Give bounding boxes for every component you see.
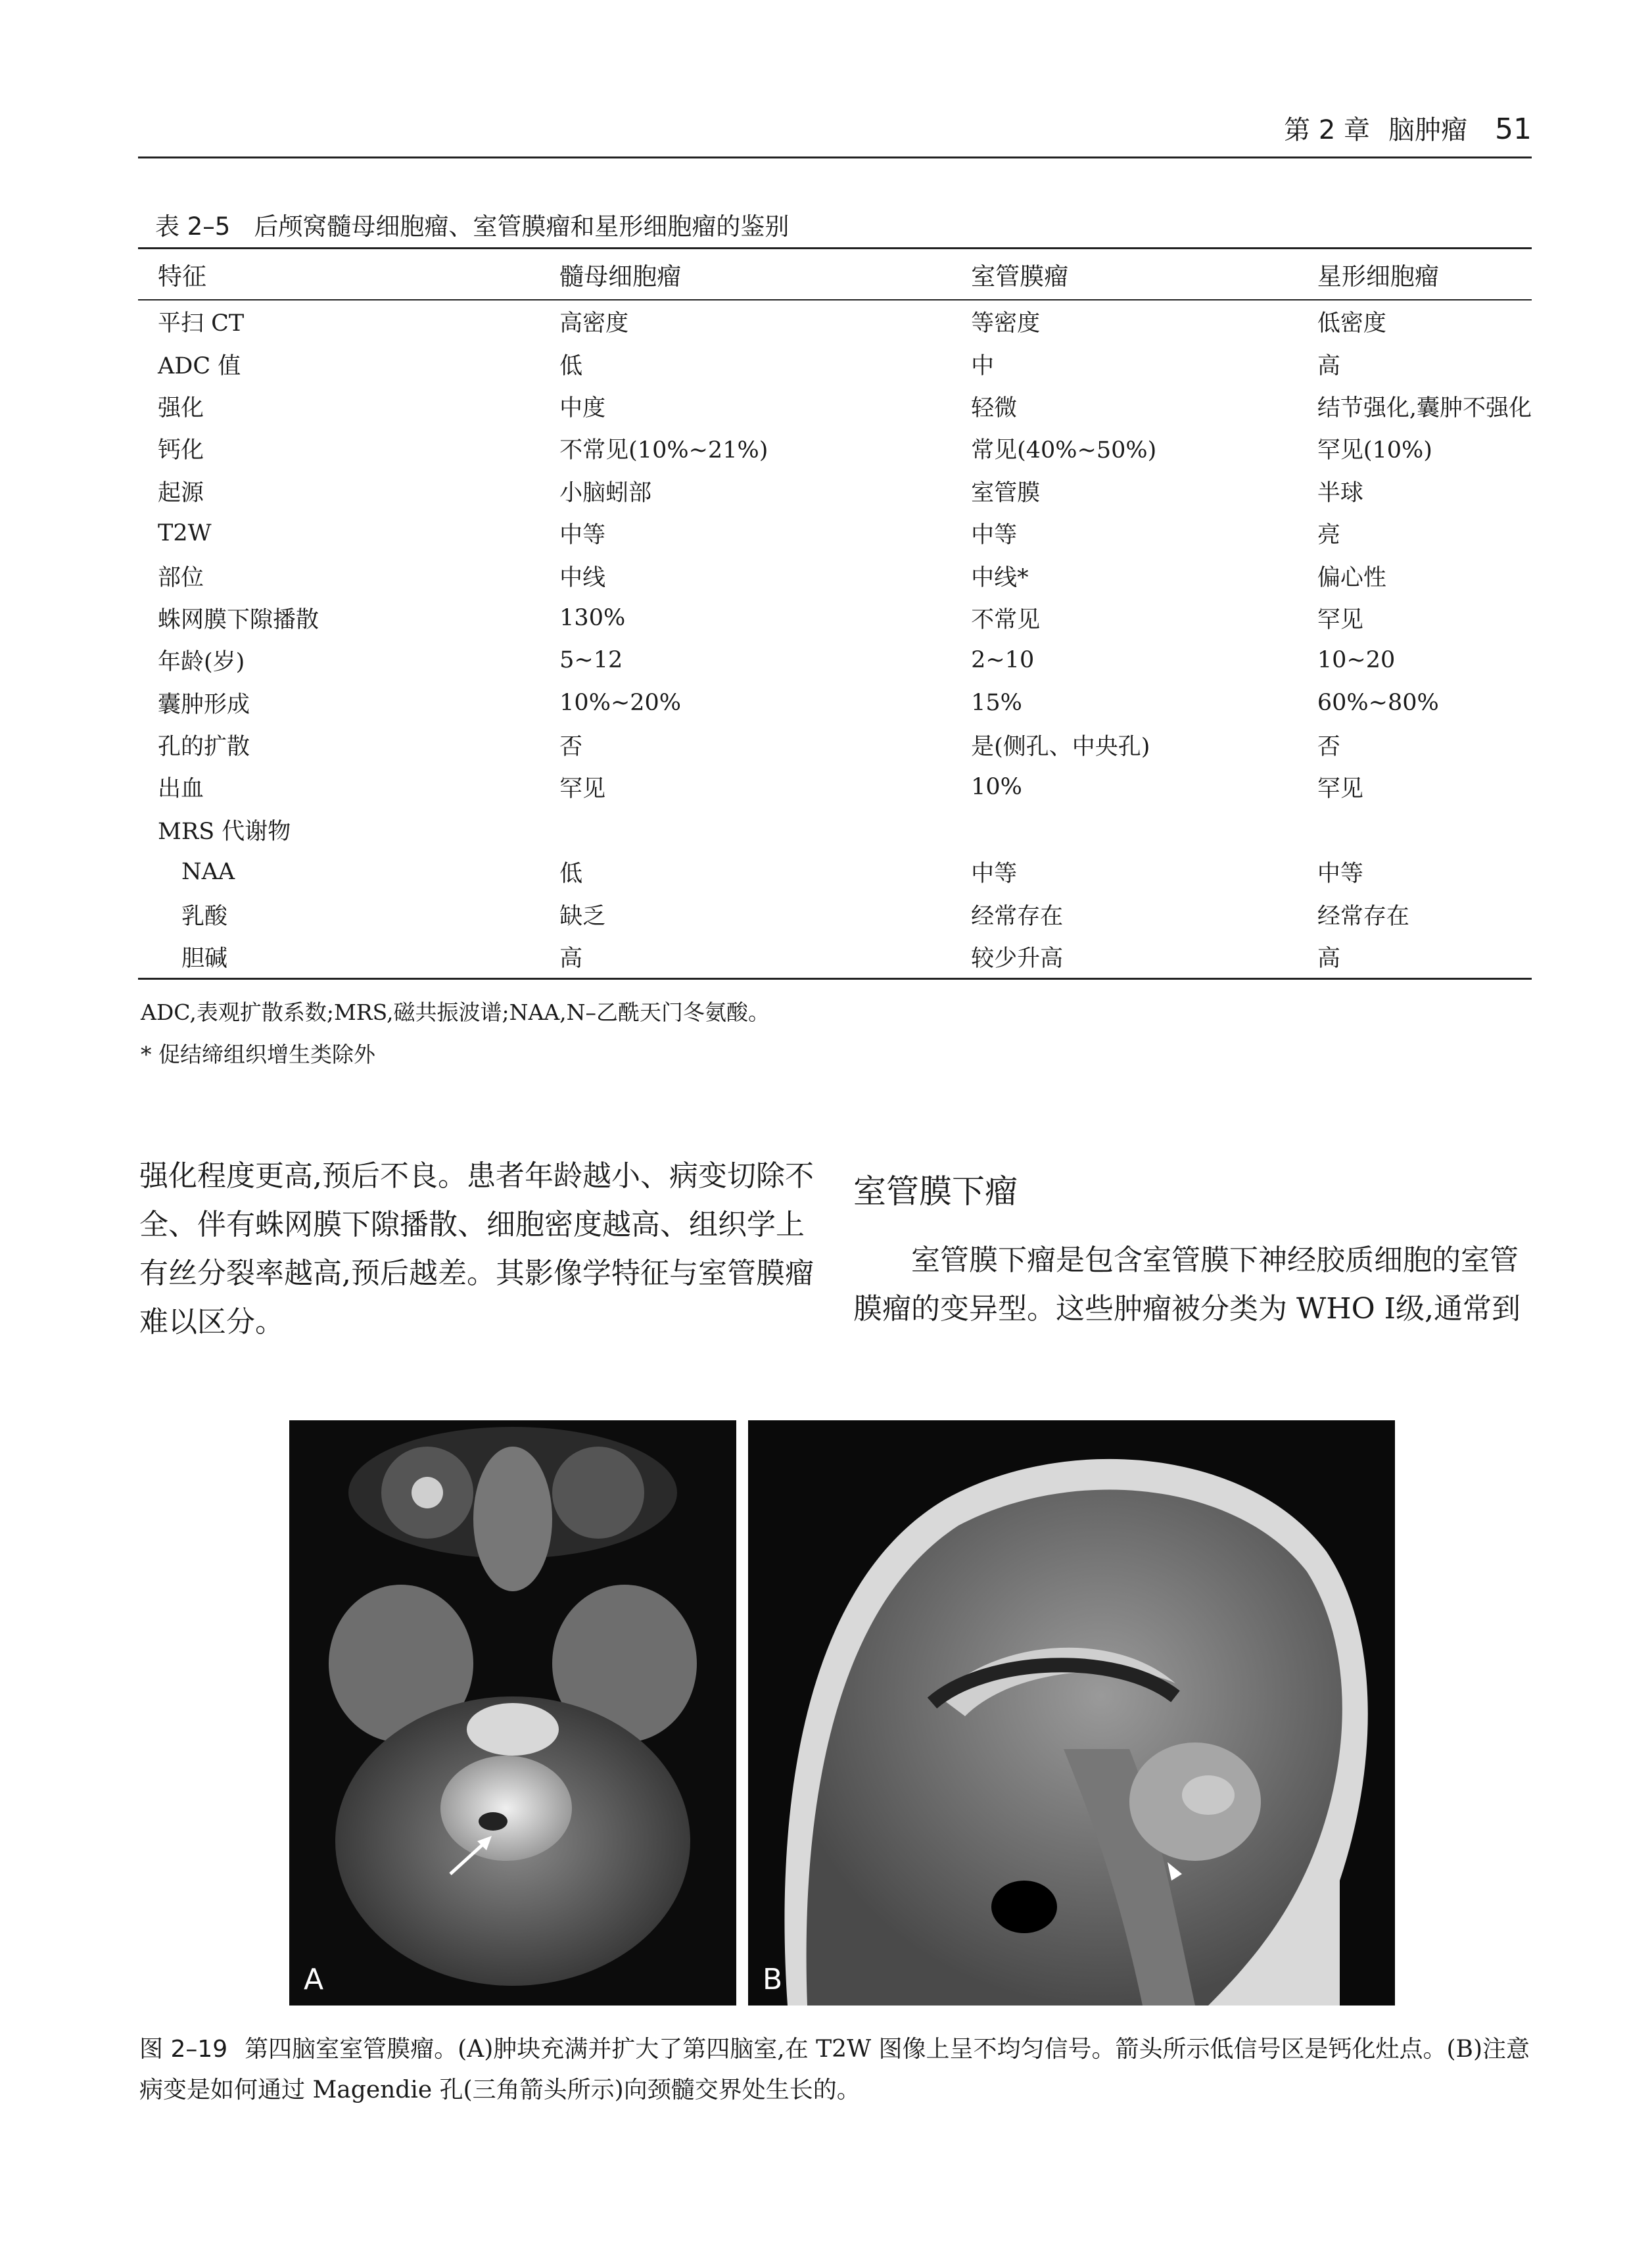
table-row: [138, 766, 1532, 808]
figure-number: 图 2–19: [139, 2036, 228, 2063]
table-cell: ADC 值: [158, 352, 241, 379]
table-cell: 低: [559, 352, 583, 379]
table-cell: 小脑蚓部: [559, 479, 652, 506]
column-header: 髓母细胞瘤: [559, 262, 682, 291]
table-title: 后颅窝髓母细胞瘤、室管膜瘤和星形细胞瘤的鉴别: [254, 212, 790, 241]
running-header: [138, 109, 1532, 158]
table-header-row: [138, 249, 1532, 300]
table-cell: 不常见: [971, 606, 1041, 633]
table-cell: 中等: [1317, 861, 1363, 888]
table-cell: 罕见(10%): [1317, 437, 1432, 464]
table-cell: 偏心性: [1317, 564, 1386, 591]
table-cell: 经常存在: [1317, 903, 1409, 930]
table-cell: 轻微: [971, 395, 1018, 421]
panel-a-label: A: [304, 1963, 324, 1996]
table-cell: 罕见: [1317, 776, 1363, 803]
table-cell: 中: [971, 352, 995, 379]
table-cell: 中等: [971, 522, 1018, 549]
figure-caption-text: 第四脑室室管膜瘤。(A)肿块充满并扩大了第四脑室,在 T2W 图像上呈不均匀信号。箭头所示低信号区是钙化灶点。(B)注意病变是如何通过 Magendie 孔(三角箭头所示)向颈髓交界处生长的。: [139, 2036, 1530, 2103]
table-cell: [971, 809, 1317, 851]
table-cell: 中等: [559, 522, 606, 549]
table-cell: 不常见(10%~21%): [559, 437, 768, 464]
table-row: [138, 724, 1532, 766]
table-row: [138, 682, 1532, 724]
table-cell: 孔的扩散: [158, 734, 250, 761]
table-cell: 高: [559, 946, 583, 973]
table-cell: 结节强化,囊肿不强化: [1317, 395, 1532, 421]
table-cell: 低密度: [1317, 310, 1386, 337]
table-notes: [141, 992, 770, 1076]
table-row: [138, 385, 1532, 427]
table-cell: 罕见: [1317, 606, 1363, 633]
table-row: [138, 893, 1532, 935]
sagittal-mri-image: [748, 1420, 1395, 2006]
table-row: [138, 470, 1532, 512]
left-body-paragraph: 强化程度更高,预后不良。患者年龄越小、病变切除不全、伴有蛛网膜下隙播散、细胞密度越高、组织学上有丝分裂率越高,预后越差。其影像学特征与室管膜瘤难以区分。: [139, 1159, 814, 1339]
table-cell: 中线: [559, 564, 606, 591]
figure-panel-b: [748, 1420, 1395, 2006]
table-abbreviation-note: ADC,表观扩散系数;MRS,磁共振波谱;NAA,N–乙酰天门冬氨酸。: [141, 999, 770, 1025]
table-cell: 10%~20%: [559, 689, 682, 716]
table-row: [138, 343, 1532, 385]
table-cell: 高: [1317, 946, 1340, 973]
axial-mri-image: [289, 1420, 736, 2006]
table-cell: MRS 代谢物: [158, 818, 291, 845]
table-cell: 15%: [971, 689, 1022, 716]
table-cell: 10%: [971, 774, 1022, 801]
table-cell: 部位: [158, 564, 204, 591]
table-footnote: * 促结缔组织增生类除外: [141, 1042, 375, 1067]
table-cell: 中等: [971, 861, 1018, 888]
comparison-table: [138, 247, 1532, 980]
table-cell: 高密度: [559, 310, 629, 337]
header-title: 脑肿瘤: [1388, 115, 1467, 145]
table-row: [138, 639, 1532, 681]
table-cell: 高: [1317, 352, 1340, 379]
table-cell: 起源: [158, 479, 204, 506]
table-cell: 罕见: [559, 776, 606, 803]
table-cell: 缺乏: [559, 903, 606, 930]
section-heading: 室管膜下瘤: [853, 1172, 1018, 1211]
table-cell: 较少升高: [971, 946, 1064, 973]
table-cell: [1317, 809, 1532, 851]
table-cell: [559, 809, 971, 851]
table-cell: 60%~80%: [1317, 689, 1439, 716]
table-row: [138, 554, 1532, 596]
table-cell: 130%: [559, 604, 626, 631]
table-cell: 否: [1317, 734, 1340, 761]
table-cell: 2~10: [971, 647, 1035, 674]
table-cell: 蛛网膜下隙播散: [158, 606, 319, 633]
column-header: 星形细胞瘤: [1317, 262, 1439, 291]
table-cell: 强化: [158, 395, 204, 421]
header-chapter: 第 2 章: [1284, 115, 1370, 145]
table-cell: 中线*: [971, 564, 1029, 591]
table-cell: 经常存在: [971, 903, 1064, 930]
table-row: [138, 512, 1532, 554]
table-cell: 常见(40%~50%): [971, 437, 1157, 464]
table-row: [138, 936, 1532, 979]
table-cell: 平扫 CT: [158, 310, 245, 337]
table-cell: 是(侧孔、中央孔): [971, 734, 1150, 761]
table-cell: 中度: [559, 395, 606, 421]
table-cell: NAA: [181, 859, 235, 886]
table-cell: 10~20: [1317, 647, 1396, 674]
table-cell: 室管膜: [971, 479, 1041, 506]
table-cell: 5~12: [559, 647, 623, 674]
table-cell: T2W: [158, 520, 212, 547]
column-header: 室管膜瘤: [971, 262, 1069, 291]
table-cell: 否: [559, 734, 583, 761]
figure-panel-a: [289, 1420, 736, 2006]
header-text: [1284, 109, 1532, 147]
table-row: [138, 427, 1532, 469]
table-cell: 低: [559, 861, 583, 888]
table-cell: 半球: [1317, 479, 1363, 506]
table-cell: 等密度: [971, 310, 1041, 337]
table-cell: 年龄(岁): [158, 649, 245, 676]
table-cell: 囊肿形成: [158, 691, 250, 718]
table-cell: 亮: [1317, 522, 1340, 549]
column-header: 特征: [158, 262, 206, 291]
table-row: [138, 300, 1532, 343]
page-number: 51: [1495, 112, 1532, 146]
table-row: [138, 809, 1532, 851]
table-cell: 乳酸: [181, 903, 228, 930]
table-cell: 出血: [158, 776, 204, 803]
table-cell: 钙化: [158, 437, 204, 464]
panel-b-label: B: [763, 1963, 783, 1996]
figure-caption: [139, 2029, 1533, 2111]
table-row: [138, 597, 1532, 639]
table-cell: 胆碱: [181, 946, 228, 973]
table-label: 表 2–5: [155, 212, 231, 241]
right-body-paragraph: 室管膜下瘤是包含室管膜下神经胶质细胞的室管膜瘤的变异型。这些肿瘤被分类为 WHO Ⅰ级,通常到: [853, 1243, 1521, 1326]
table-row: [138, 851, 1532, 893]
table-caption: [155, 206, 789, 242]
